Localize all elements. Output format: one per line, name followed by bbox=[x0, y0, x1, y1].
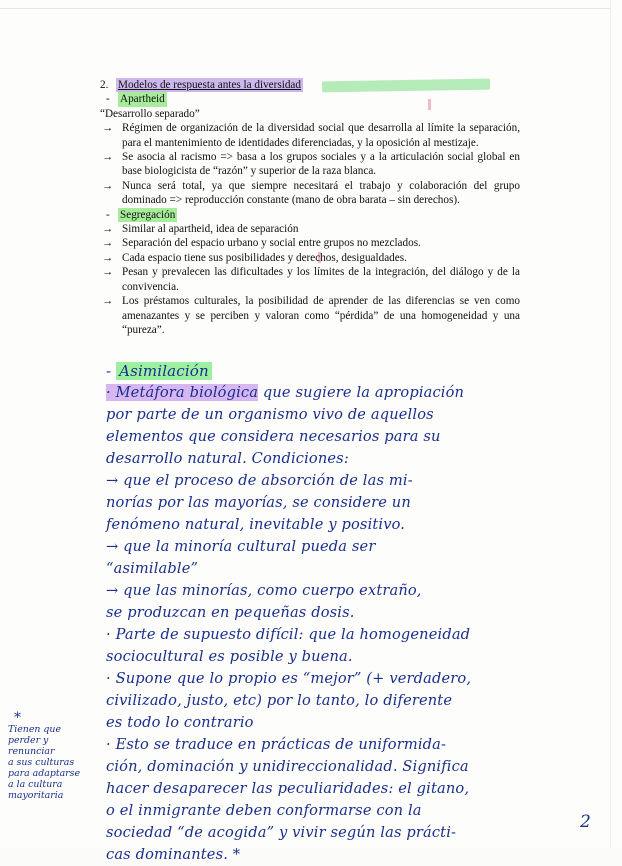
handwritten-line: → que la minoría cultural pueda ser bbox=[106, 538, 376, 555]
handwritten-line: “asimilable” bbox=[106, 560, 199, 577]
page-edge-right bbox=[610, 0, 611, 848]
list-item: → Separación del espacio urbano y social entre grupos no mezclados. bbox=[102, 237, 421, 250]
handwritten-line: cas dominantes. * bbox=[106, 846, 241, 863]
arrow-icon: → bbox=[102, 223, 114, 236]
asterisk-mark: * bbox=[14, 710, 21, 726]
handwritten-line: → que el proceso de absorción de las mi- bbox=[106, 472, 413, 489]
section-number: 2. bbox=[100, 79, 109, 91]
margin-note-line: perder y renunciar bbox=[8, 735, 55, 757]
margin-note bbox=[8, 712, 94, 801]
list-item: → Pesan y prevalecen las dificultades y los límites de la integración, del diálogo y de la convivencia. bbox=[102, 266, 520, 293]
section-heading bbox=[100, 78, 520, 92]
handwritten-line: elementos que considera necesarios para su bbox=[106, 428, 441, 445]
handwritten-line: sociocultural es posible y buena. bbox=[106, 648, 353, 665]
handwritten-line: · Metáfora biológica que sugiere la apropiación bbox=[106, 384, 465, 401]
handwritten-line: es todo lo contrario bbox=[106, 714, 254, 731]
asimilacion-label: Asimilación bbox=[116, 362, 212, 380]
list-item: → Régimen de organización de la diversidad social que desarrolla al límite la separación, para el mantenimiento de identidades diferenciadas, y la oposición al mestizaje. bbox=[102, 122, 520, 149]
handwritten-line: · Esto se traduce en prácticas de uniformida- bbox=[106, 736, 447, 753]
segregacion-heading: - Segregación bbox=[106, 208, 176, 221]
handwritten-line: civilizado, justo, etc) por lo tanto, lo diferente bbox=[106, 692, 453, 709]
handwritten-line: sociedad “de acogida” y vivir según las prácti- bbox=[106, 824, 457, 841]
arrow-icon: → bbox=[102, 251, 114, 264]
arrow-icon: → bbox=[102, 179, 114, 192]
handwritten-notes bbox=[106, 360, 606, 866]
margin-note-line: a sus culturas bbox=[8, 757, 75, 768]
apartheid-subtitle: “Desarrollo separado” bbox=[100, 107, 200, 120]
arrow-icon: → bbox=[102, 122, 114, 135]
list-item: → Los préstamos culturales, la posibilidad de aprender de las diferencias se ven como amenazantes y se perciben y valoran como “pérdida” de una homogeneidad y una “pureza”. bbox=[102, 295, 520, 336]
arrow-icon: → bbox=[102, 295, 114, 308]
handwritten-line: o el inmigrante deben conformarse con la bbox=[106, 802, 422, 819]
margin-note-line: mayoritaria bbox=[8, 790, 64, 801]
page-edge-top bbox=[0, 8, 610, 9]
handwritten-line: · Supone que lo propio es “mejor” (+ verdadero, bbox=[106, 670, 472, 687]
page-number: 2 bbox=[580, 812, 591, 832]
handwritten-line: fenómeno natural, inevitable y positivo. bbox=[106, 516, 406, 533]
handwritten-line: desarrollo natural. Condiciones: bbox=[106, 450, 349, 467]
section-title: Modelos de respuesta antes la diversidad bbox=[118, 79, 301, 91]
list-item: → Nunca será total, ya que siempre necesitará el trabajo y colaboración del grupo dominado => reproducción constante (mano de obra barata – sin derechos). bbox=[102, 179, 520, 207]
handwritten-line: · Parte de supuesto difícil: que la homogeneidad bbox=[106, 626, 471, 643]
handwritten-line: por parte de un organismo vivo de aquellos bbox=[106, 406, 434, 423]
arrow-icon: → bbox=[102, 266, 114, 279]
handwritten-line: norías por las mayorías, se considere un bbox=[106, 494, 411, 511]
asimilacion-heading: - Asimilación bbox=[106, 360, 606, 382]
apartheid-label: Apartheid bbox=[120, 93, 165, 106]
list-item: → Cada espacio tiene sus posibilidades y derechos, desigualdades. bbox=[102, 251, 407, 264]
handwritten-line: → que las minorías, como cuerpo extraño, bbox=[106, 582, 422, 599]
typed-notes bbox=[100, 78, 520, 337]
margin-note-line: Tienen que bbox=[8, 724, 61, 735]
handwritten-line: hacer desaparecer las peculiaridades: el gitano, bbox=[106, 780, 470, 797]
arrow-icon: → bbox=[102, 151, 114, 164]
handwritten-line: se produzcan en pequeñas dosis. bbox=[106, 604, 355, 621]
arrow-icon: → bbox=[102, 237, 114, 250]
list-item: → Se asocia al racismo => basa a los grupos sociales y a la articulación social global en base biologicista de “razón” y superior de la raza blanca. bbox=[102, 151, 520, 178]
apartheid-heading: - Apartheid bbox=[106, 93, 165, 106]
margin-note-line: para adaptarse bbox=[8, 768, 81, 779]
segregacion-label: Segregación bbox=[120, 208, 176, 221]
metafora-highlight: · Metáfora biológica bbox=[106, 384, 259, 401]
handwritten-line: ción, dominación y unidireccionalidad. Significa bbox=[106, 758, 469, 775]
list-item: → Similar al apartheid, idea de separación bbox=[102, 223, 299, 236]
margin-note-line: a la cultura bbox=[8, 779, 63, 790]
